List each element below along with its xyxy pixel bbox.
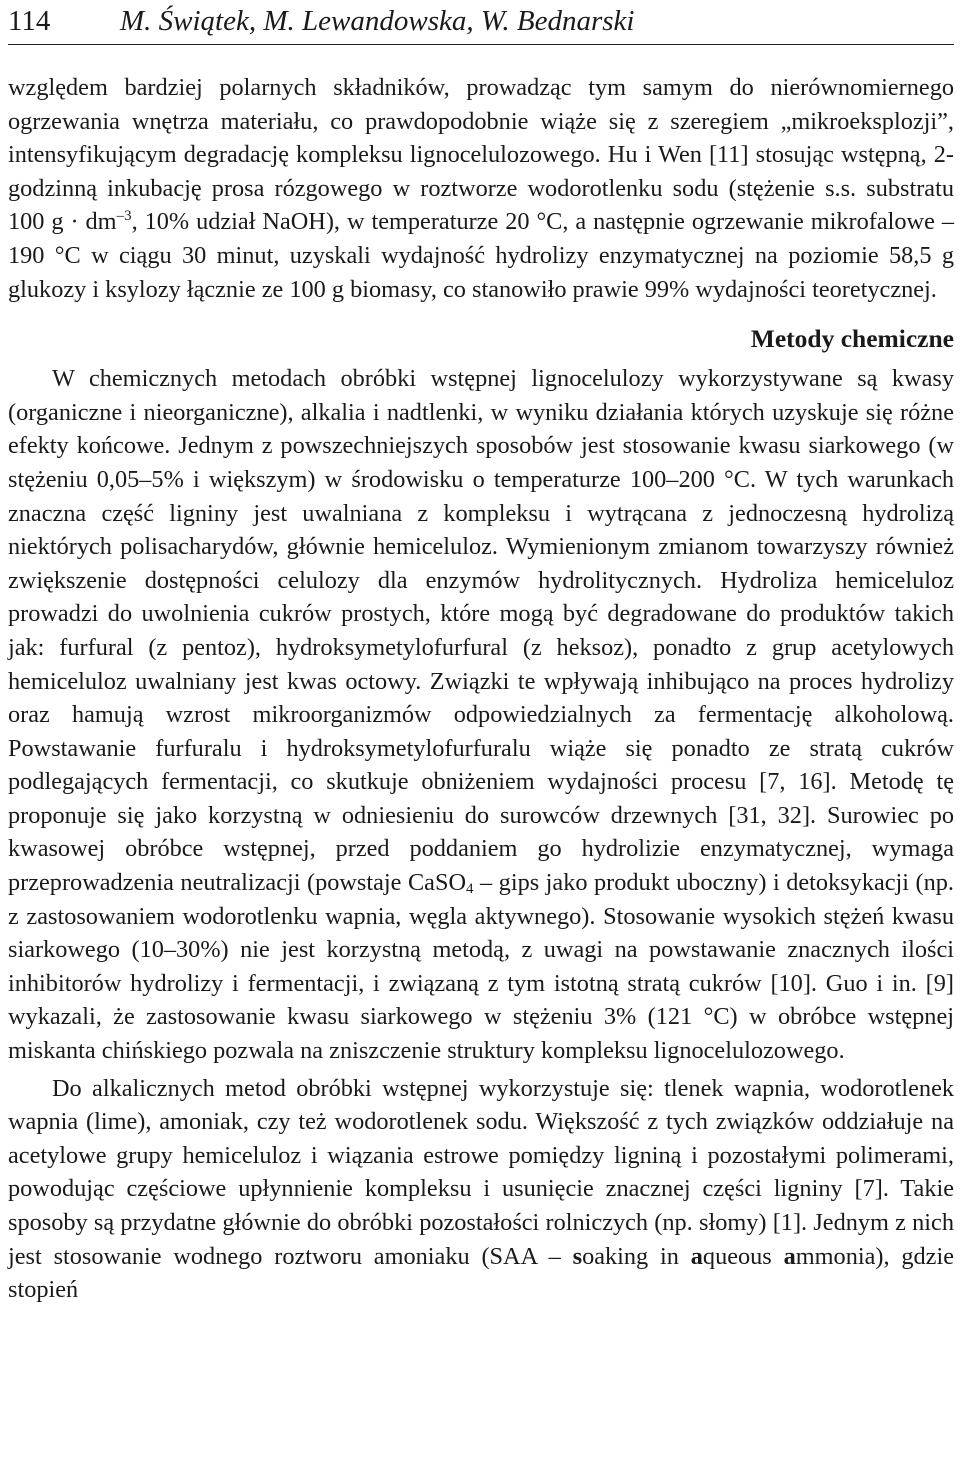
paragraph-alkaline-methods (8, 1072, 954, 1307)
paragraph-text: – gips jako produkt uboczny) i detoksykacji (np. z zastosowaniem wodorotlenku wapnia, węgla aktywnego). Stosowanie wysokich stężeń kwasu siarkowego (10–30%) nie jest korzystną metodą, z uwagi na powstawanie znacznych ilości inhibitorów hydrolizy i fermentacji, i związaną z tym istotną stratą cukrów [10]. Guo i in. [9] wykazali, że zastosowanie kwasu siarkowego w stężeniu 3% (121 °C) w obróbce wstępnej miskanta chińskiego pozwala na zniszczenie struktury kompleksu lignocelulozowego. (8, 869, 955, 1065)
paragraph-text: Do alkalicznych metod obróbki wstępnej wykorzystuje się: tlenek wapnia, wodorotlenek wapnia (lime), amoniak, czy też wodorotlenek sodu. Większość z tych związków oddziałuje na acetylowe grupy hemiceluloz i wiązania estrowe pomiędzy ligniną i pozostałymi polimerami, powodując częściowe upłynnienie kompleksu i usunięcie znacznej części ligniny [7]. Takie sposoby są przydatne głównie do obróbki pozostałości rolniczych (np. słomy) [1]. Jednym z nich jest stosowanie wodnego roztworu amoniaku (SAA – (8, 1074, 954, 1270)
acronym-letter: a (690, 1242, 703, 1270)
paragraph-microwave-continuation (8, 71, 954, 306)
subscript-index: 4 (466, 881, 474, 898)
page-header (8, 0, 954, 45)
paragraph-text: oaking in (582, 1242, 691, 1270)
superscript-exponent: –3 (116, 208, 132, 225)
paragraph-chemical-methods (8, 362, 954, 1067)
paragraph-text: względem bardziej polarnych składników, prowadząc tym samym do nierównomiernego ogrzewania wnętrza materiału, co prawdopodobnie wiąże się z szeregiem „mikroeksplozji”, intensyfikującym degradację kompleksu lignocelulozowego. Hu i Wen [11] stosując wstępną, 2-godzinną inkubację prosa rózgowego w roztworze wodorotlenku sodu (stężenie s.s. substratu 100 g · dm (8, 74, 954, 236)
acronym-letter: s (572, 1242, 583, 1270)
acronym-letter: a (783, 1242, 796, 1270)
section-heading: Metody chemiczne (750, 324, 954, 354)
body-text (8, 71, 954, 1307)
page-number: 114 (8, 5, 51, 37)
running-head-authors: M. Świątek, M. Lewandowska, W. Bednarski (120, 5, 635, 37)
paragraph-text: queous (702, 1242, 784, 1270)
paragraph-text: W chemicznych metodach obróbki wstępnej lignocelulozy wykorzystywane są kwasy (organiczne i nieorganiczne), alkalia i nadtlenki, w wyniku działania których uzyskuje się różne efekty końcowe. Jednym z powszechniejszych sposobów jest stosowanie kwasu siarkowego (w stężeniu 0,05–5% i większym) w środowisku o temperaturze 100–200 °C. W tych warunkach znaczna część ligniny jest uwalniana z kompleksu i wytrącana z jednoczesną hydrolizą niektórych polisacharydów, głównie hemiceluloz. Wymienionym zmianom towarzyszy również zwiększenie dostępności celulozy dla enzymów hydrolitycznych. Hydroliza hemiceluloz prowadzi do uwolnienia cukrów prostych, które mogą być degradowane do produktów takich jak: furfural (z pentoz), hydroksymetylofurfural (z heksoz), ponadto z grup acetylowych hemiceluloz uwalniany jest kwas octowy. Związki te wpływają inhibująco na proces hydrolizy oraz hamują wzrost mikroorganizmów odpowiedzialnych za fermentację alkoholową. Powstawanie furfuralu i hydroksymetylofurfuralu wiąże się ponadto ze stratą cukrów podlegających fermentacji, co skutkuje obniżeniem wydajności procesu [7, 16]. Metodę tę proponuje się jako korzystną w odniesieniu do surowców drzewnych [31, 32]. Surowiec po kwasowej obróbce wstępnej, przed poddaniem go hydrolizie enzymatycznej, wymaga przeprowadzenia neutralizacji (powstaje CaSO (8, 365, 954, 897)
paragraph-text: , 10% udział NaOH), w temperaturze 20 °C, a następnie ogrzewanie mikrofalowe – 190 °C w ciągu 30 minut, uzyskali wydajność hydrolizy enzymatycznej na poziomie 58,5 g glukozy i ksylozy łącznie ze 100 g biomasy, co stanowiło prawie 99% wydajności teoretycznej. (8, 208, 954, 303)
paragraph-text: mmonia), gdzie stopień (8, 1242, 954, 1304)
